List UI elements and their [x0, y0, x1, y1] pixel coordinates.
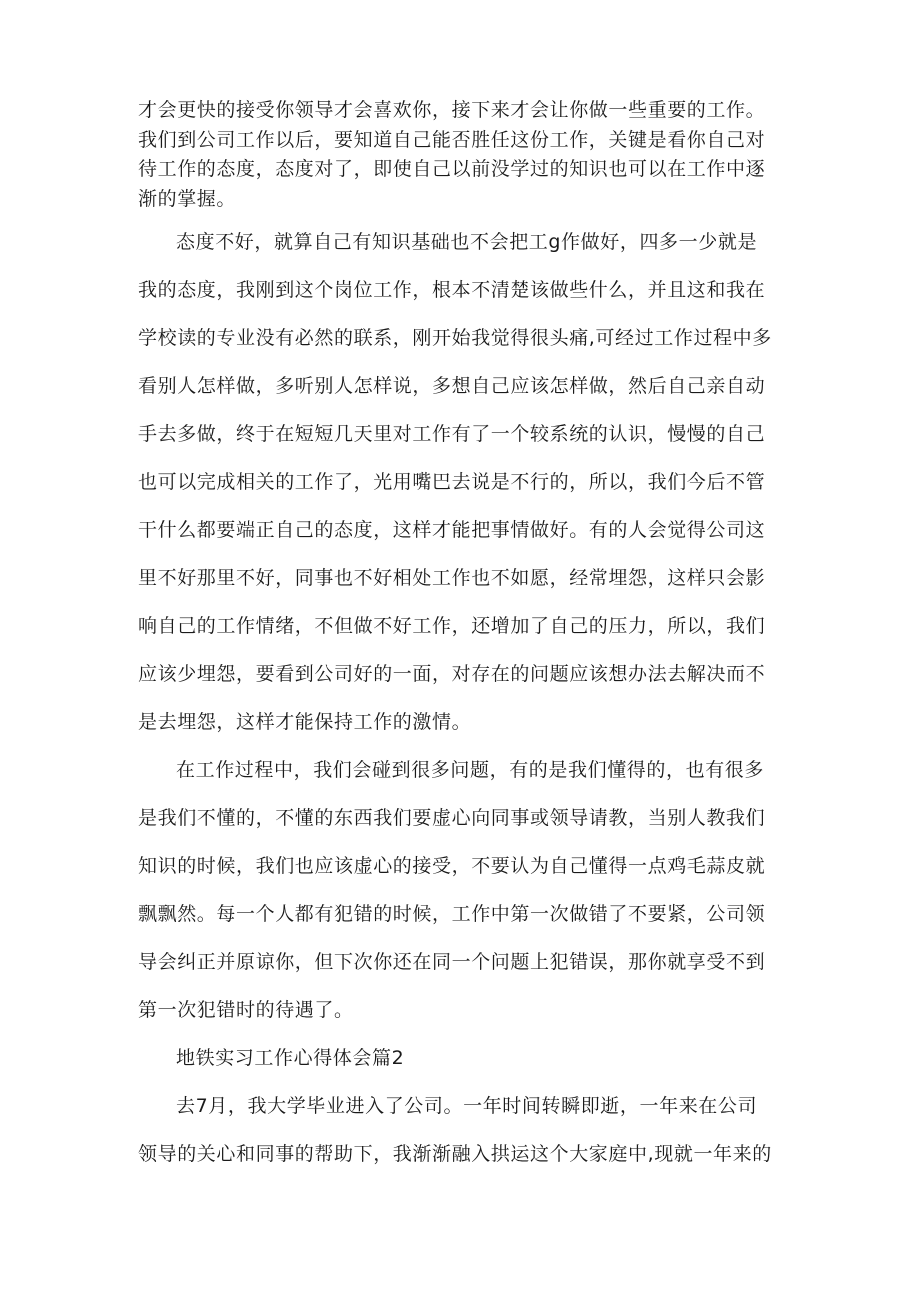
text-line: 我的态度，我刚到这个岗位工作，根本不清楚该做些什么，并且这和我在	[138, 279, 766, 301]
text-line: 去7月，我大学毕业进入了公司。一年时间转瞬即逝，一年来在公司	[176, 1095, 758, 1117]
text-line: 学校读的专业没有必然的联系，刚开始我觉得很头痛,可经过工作过程中多	[138, 327, 772, 349]
text-line: 待工作的态度，态度对了，即使自己以前没学过的知识也可以在工作中逐	[138, 158, 766, 180]
text-line: 才会更快的接受你领导才会喜欢你，接下来才会让你做一些重要的工作。	[138, 99, 766, 121]
paragraph-3	[138, 746, 798, 1034]
paragraph-4	[138, 1082, 798, 1178]
section-heading-block	[138, 1034, 798, 1082]
text-line: 里不好那里不好，同事也不好相处工作也不如愿，经常埋怨，这样只会影	[138, 567, 766, 589]
text-line: 响自己的工作情绪，不但做不好工作，还增加了自己的压力，所以，我们	[138, 615, 766, 637]
text-line: 是我们不懂的，不懂的东西我们要虚心向同事或领导请教，当别人教我们	[138, 807, 766, 829]
text-line: 干什么都要端正自己的态度，这样才能把事情做好。有的人会觉得公司这	[138, 519, 766, 541]
paragraph-2	[138, 218, 798, 746]
text-line: 知识的时候，我们也应该虚心的接受，不要认为自己懂得一点鸡毛蒜皮就	[138, 855, 766, 877]
text-line: 手去多做，终于在短短几天里对工作有了一个较系统的认识，慢慢的自己	[138, 423, 766, 445]
text-line: 态度不好，就算自己有知识基础也不会把工g作做好，四多一少就是	[176, 231, 758, 253]
text-line: 看别人怎样做，多听别人怎样说，多想自己应该怎样做，然后自己亲自动	[138, 375, 766, 397]
text-line: 导会纠正并原谅你，但下次你还在同一个问题上犯错误，那你就享受不到	[138, 951, 766, 973]
text-line: 第一次犯错时的待遇了。	[138, 999, 354, 1021]
text-line: 也可以完成相关的工作了，光用嘴巴去说是不行的，所以，我们今后不管	[138, 471, 766, 493]
text-line: 渐的掌握。	[138, 187, 237, 210]
text-line: 在工作过程中，我们会碰到很多问题，有的是我们懂得的，也有很多	[176, 759, 765, 781]
paragraph-1	[138, 96, 798, 214]
section-heading: 地铁实习工作心得体会篇2	[176, 1047, 405, 1069]
text-line: 我们到公司工作以后，要知道自己能否胜任这份工作，关键是看你自己对	[138, 128, 766, 151]
text-line: 应该少埋怨，要看到公司好的一面，对存在的问题应该想办法去解决而不	[138, 663, 766, 685]
text-line: 是去埋怨，这样才能保持工作的激情。	[138, 711, 472, 733]
text-line: 飘飘然。每一个人都有犯错的时候，工作中第一次做错了不要紧，公司领	[138, 903, 766, 925]
text-line: 领导的关心和同事的帮助下，我渐渐融入拱运这个大家庭中,现就一年来的	[138, 1143, 772, 1165]
